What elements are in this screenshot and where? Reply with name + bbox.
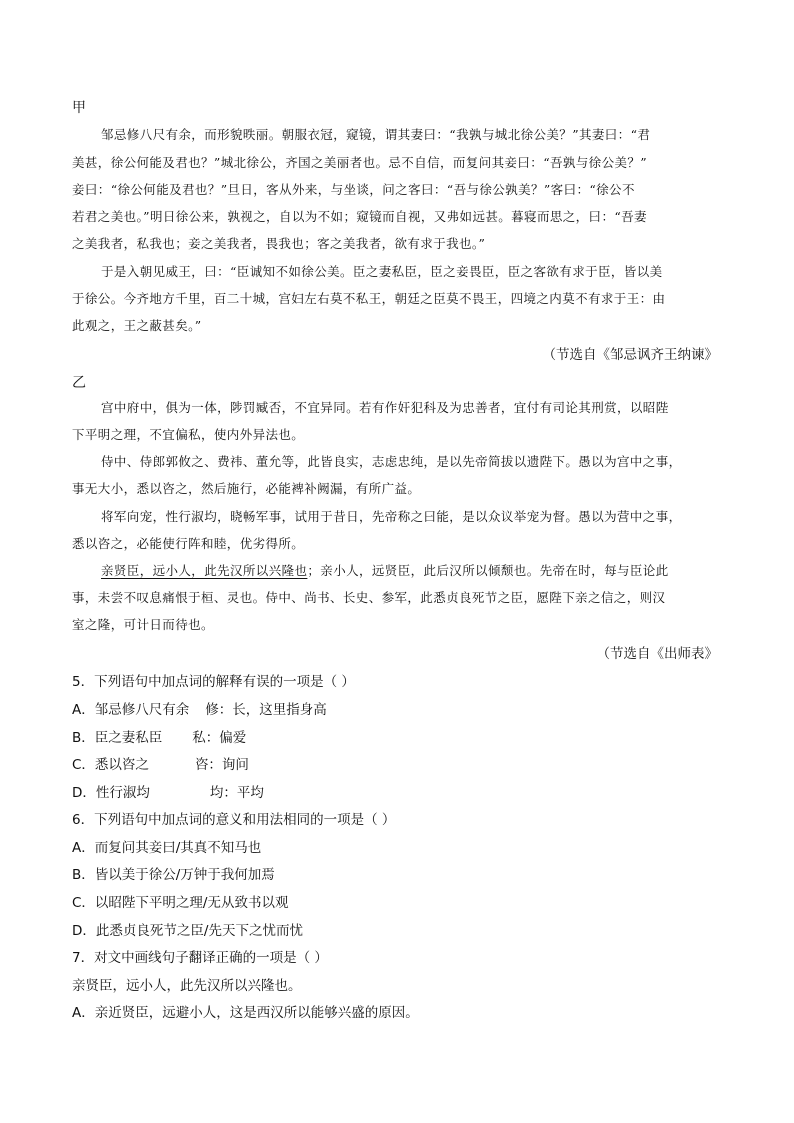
underlined-sentence: 亲贤臣，远小人，此先汉所以兴隆也	[101, 563, 308, 578]
question-5-option-d: D．性行淑均 均：平均	[72, 785, 264, 801]
passage-b-line: 宫中府中，俱为一体，陟罚臧否，不宜异同。若有作奸犯科及为忠善者，宜付有司论其刑赏，以昭陛	[101, 400, 669, 415]
question-5: 5．下列语句中加点词的解释有误的一项是（ ）	[72, 674, 355, 690]
passage-b-line-rest: ；亲小人，远贤臣，此后汉所以倾颓也。先帝在时，每与臣论此	[307, 563, 669, 578]
passage-a-line: 若君之美也。”明日徐公来，孰视之，自以为不如；窥镜而自视，又弗如远甚。暮寝而思之，曰：“吾妻	[72, 209, 647, 224]
question-6-option-b: B．皆以美于徐公/万钟于我何加焉	[72, 867, 275, 883]
passage-a-line: 于徐公。今齐地方千里，百二十城，宫妇左右莫不私王，朝廷之臣莫不畏王，四境之内莫不有求于王：由	[72, 291, 666, 306]
passage-a-line: 妾曰：“徐公何能及君也？”旦日，客从外来，与坐谈，问之客曰：“吾与徐公孰美？”客曰：“徐公不	[72, 182, 635, 197]
passage-b-line: 事，未尝不叹息痛恨于桓、灵也。侍中、尚书、长史、参军，此悉贞良死节之臣，愿陛下亲之信之，则汉	[72, 590, 666, 605]
passage-b-line: 将军向宠，性行淑均，晓畅军事，试用于昔日，先帝称之曰能，是以众议举宠为督。愚以为营中之事，	[101, 509, 682, 524]
question-7-sentence: 亲贤臣，远小人，此先汉所以兴隆也。	[72, 978, 302, 994]
question-7-option-a: A．亲近贤臣，远避小人，这是西汉所以能够兴盛的原因。	[72, 1005, 419, 1021]
passage-b-marker: 乙	[72, 375, 86, 391]
passage-b-line: 事无大小，悉以咨之，然后施行，必能裨补阙漏，有所广益。	[72, 481, 421, 496]
question-6-option-a: A．而复问其妾曰/其真不知马也	[72, 840, 262, 856]
passage-b-source: （节选自《出师表》	[596, 646, 718, 662]
passage-b-line: 侍中、侍郎郭攸之、费祎、董允等，此皆良实，志虑忠纯，是以先帝简拔以遗陛下。愚以为宫中之事，	[101, 454, 682, 469]
passage-a-line: 之美我者，私我也；妾之美我者，畏我也；客之美我者，欲有求于我也。”	[72, 236, 486, 251]
question-5-option-b: B．臣之妻私臣 私：偏爱	[72, 730, 247, 746]
question-6: 6．下列语句中加点词的意义和用法相同的一项是（ ）	[72, 812, 396, 828]
passage-a-source: （节选自《邹忌讽齐王纳谏》	[542, 347, 718, 363]
passage-a-line: 此观之，王之蔽甚矣。”	[72, 318, 202, 333]
passage-a-line: 美甚，徐公何能及君也？”城北徐公，齐国之美丽者也。忌不自信，而复问其妾曰：“吾孰与徐公美？”	[72, 155, 648, 170]
question-5-option-a: A．邹忌修八尺有余 修：长，这里指身高	[72, 702, 327, 718]
passage-b-line: 下平明之理，不宜偏私，使内外异法也。	[72, 427, 305, 442]
question-6-option-c: C．以昭陛下平明之理/无从致书以观	[72, 895, 289, 911]
passage-a-line: 邹忌修八尺有余，而形貌昳丽。朝服衣冠，窥镜，谓其妻曰：“我孰与城北徐公美？”其妻曰：“君	[101, 127, 651, 142]
passage-a-marker: 甲	[72, 100, 86, 116]
passage-b-line	[101, 561, 722, 579]
passage-a-line: 于是入朝见威王，曰：“臣诚知不如徐公美。臣之妻私臣，臣之妾畏臣，臣之客欲有求于臣，皆以美	[101, 264, 663, 279]
question-5-option-c: C．悉以咨之 咨：询问	[72, 757, 249, 773]
passage-b-line: 室之隆，可计日而待也。	[72, 617, 214, 632]
passage-b-line: 悉以咨之，必能使行阵和睦，优劣得所。	[72, 536, 305, 551]
question-6-option-d: D．此悉贞良死节之臣/先天下之忧而忧	[72, 923, 303, 939]
question-7: 7．对文中画线句子翻译正确的一项是（ ）	[72, 950, 328, 966]
